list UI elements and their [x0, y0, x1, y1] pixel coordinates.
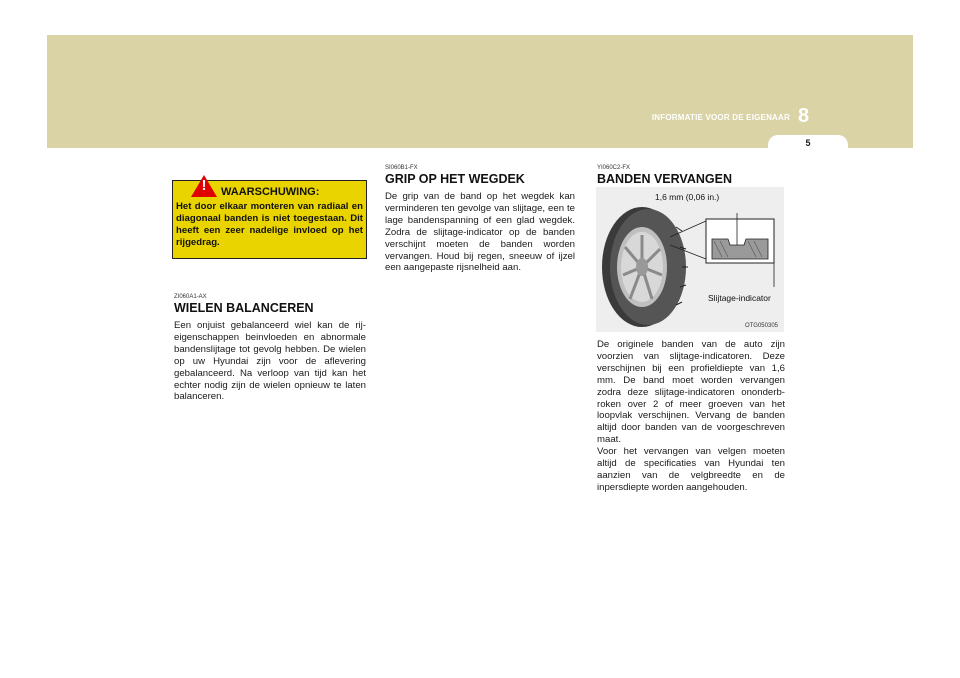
section-code: ZI060A1-AX	[174, 294, 207, 300]
section-grip	[385, 165, 575, 274]
warning-box	[172, 177, 367, 259]
tire-illustration	[596, 187, 784, 332]
tire-wear-figure	[596, 187, 784, 332]
section-heading: WIELEN BALANCEREN	[174, 301, 314, 315]
warning-title: WAARSCHUWING:	[221, 186, 320, 198]
warning-text: Het door elkaar monteren van radiaal en diagonaal banden is niet toegestaan. Dit heeft een zeer nadelige invloed op het rijgedrag.	[176, 201, 363, 248]
figure-code: OTG050305	[744, 323, 778, 329]
section-replace-body	[597, 334, 785, 494]
indicator-label: Slijtage-indicator	[708, 293, 771, 303]
chapter-number: 8	[798, 105, 810, 127]
section-code: YI060C2-FX	[597, 165, 631, 171]
depth-label: 1,6 mm (0,06 in.)	[655, 192, 720, 202]
page-number: 5	[805, 138, 811, 148]
section-heading: GRIP OP HET WEGDEK	[385, 172, 525, 186]
section-body: De originele banden van de auto zijn voorzien van slijtage-indicatoren. Deze verschijnen bij een profieldiepte van 1,6 mm. De band moet worden vervangen zodra deze slijtage-indicatoren ononderb-roken over 2 of meer groeven van het loopvlak verschijnen. Vervang de banden altijd door banden van de voorgeschreven maat.	[597, 339, 785, 446]
section-balancing	[174, 294, 366, 403]
section-code: SI060B1-FX	[385, 165, 418, 171]
section-label: INFORMATIE VOOR DE EIGENAAR	[651, 113, 790, 122]
section-body: De grip van de band op het wegdek kan verminderen ten gevolge van slijtage, een te lage bandenspanning of een glad wegdek. Zodra de slijtage-indicator op de banden verschijnt moeten de banden worden vervangen. Houd bij regen, sneeuw of ijzel een aangepaste rijsnelheid aan.	[385, 191, 575, 274]
section-body: Een onjuist gebalanceerd wiel kan de rij-eigenschappen beinvloeden en abnormale bandenslijtage tot gevolg hebben. De wielen op uw Hyundai zijn voor de aflevering gebalanceerd. Na verloop van tijd kan het echter nodig zijn de wielen opnieuw te laten balanceren.	[174, 320, 366, 403]
header-band	[47, 35, 913, 148]
section-body-continued: Voor het vervangen van velgen moeten altijd de specificaties van Hyundai ten aanzien van de velgbreedte en de inpersdiepte worden aangehouden.	[597, 446, 785, 493]
section-heading: BANDEN VERVANGEN	[597, 172, 732, 186]
warning-mark: !	[201, 177, 207, 194]
section-replace-header	[597, 165, 785, 186]
